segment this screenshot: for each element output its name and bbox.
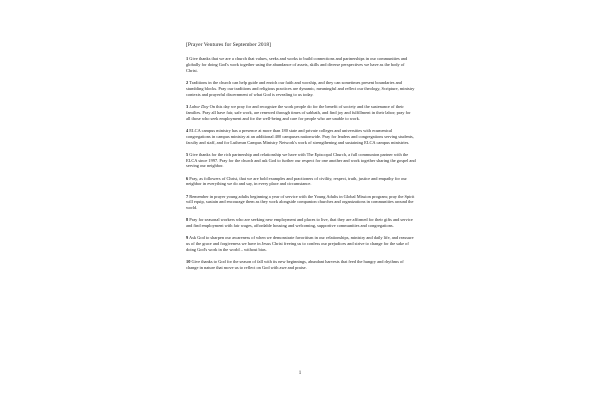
entry-number: 7 <box>186 193 189 199</box>
entry-number: 4 <box>186 127 189 133</box>
entry-text: Give thanks for the rich partnership and relationship we have with The Episcopal Church, a full communion partner with the ELCA since 1997. Pray for the church and ask God to further our respect for one another and work together sharing the gospel and serving our neighbor. <box>186 151 416 169</box>
prayer-entry-9 <box>186 235 416 253</box>
entry-number: 8 <box>186 217 189 223</box>
prayer-list <box>186 56 416 277</box>
prayer-entry-10 <box>186 259 416 271</box>
entry-number: 3 <box>186 103 189 109</box>
prayer-entry-7 <box>186 194 416 212</box>
prayer-entry-2 <box>186 80 416 98</box>
entry-number: 10 <box>186 259 191 265</box>
entry-number: 2 <box>186 79 189 85</box>
entry-text: Give thanks that we are a church that values, seeks and works to build connections and partnerships in our communities and globally for doing God's work together using the abundance of assets, skills and diverse perspectives we have as the body of Christ. <box>186 56 408 73</box>
prayer-entry-3 <box>186 104 416 122</box>
prayer-entry-5 <box>186 152 416 170</box>
entry-text: Pray, as followers of Christ, that we are bold examples and practioners of civility, respect, truth, justice and empathy for our neighbor in everything we do and say, in every place and circumstance. <box>186 175 407 187</box>
entry-text: On this day we pray for and recognize the work people do for the benefit of society and the sustenance of their families. Pray all have fair, safe work, are renewed through times of sabbath, and find joy and fulfillment in their labor; pray for all those who seek employment and for the well-being and care for people who are unable to work. <box>186 103 411 121</box>
prayer-entry-4 <box>186 128 416 146</box>
entry-text: ELCA campus ministry has a presence at more than 180 state and private colleges and universities with ecumenical congregations in campus ministry at an additional 400 campuses nationwide. Pray for leaders and congregations serving students, faculty and staff, and for Lutheran Campus Ministry Network's work of strengthening and sustaining ELCA campus ministries. <box>186 127 414 145</box>
prayer-entry-8 <box>186 217 416 229</box>
entry-text: Traditions in the church can help guide and enrich our faith and worship, and they can sometimes present boundaries and stumbling blocks. Pray our traditions and religious practices are dynamic, meaningful and reflect our theology, Scripture, ministry contexts and prayerful discernment of what God is revealing to us today. <box>186 79 415 97</box>
entry-number: 5 <box>186 151 189 157</box>
entry-text: Remember in prayer young adults beginning a year of service with the Young Adults in Global Mission program; pray the Spirit will equip, sustain and encourage them as they work alongside companion churches and organizations in communities around the world. <box>186 193 415 211</box>
entry-text: Pray for seasonal workers who are seeking new employment and places to live, that they are affirmed for their gifts and service and find employment with fair wages, affordable housing and welcoming, supportive communities and congregations. <box>186 217 413 229</box>
entry-number: 9 <box>186 235 189 241</box>
entry-text: Ask God to sharpen our awareness of when we demonstrate favoritism in our relationships, ministry and daily life, and reassure us of the grace and forgiveness we have in Jesus Christ freeing us to confess our prejudices and strive to change for the sake of doing God's work in the world – without bias. <box>186 235 414 253</box>
prayer-entry-1 <box>186 56 416 74</box>
document-title: [Prayer Ventures for September 2018] <box>186 42 272 48</box>
entry-number: 6 <box>186 175 189 181</box>
entry-text: Give thanks to God for the season of fall with its new beginnings, abundant harvests that feed the hungry and rhythms of change in nature that move us to reflect on God with awe and praise. <box>186 259 404 271</box>
entry-number: 1 <box>186 56 189 61</box>
prayer-entry-6 <box>186 176 416 188</box>
entry-emphasis: Labor Day <box>189 103 209 109</box>
page-number: 1 <box>298 371 302 376</box>
